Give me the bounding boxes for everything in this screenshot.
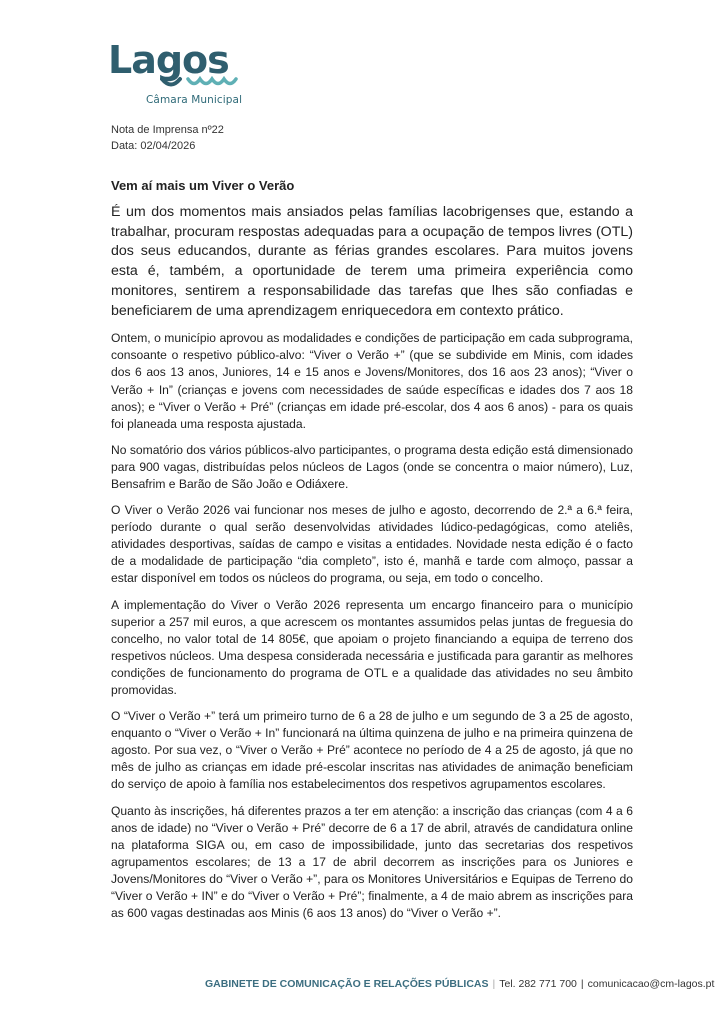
footer-separator: | — [492, 978, 496, 990]
article-paragraph: No somatório dos vários públicos-alvo participantes, o programa desta edição está dimensionado para 900 vagas, distribuídas pelos núcleos de Lagos (onde se concentra o maior número), Luz, Bensafrim e Barão de São João e Odiáxere. — [111, 442, 633, 491]
article-paragraph: O “Viver o Verão +” terá um primeiro turno de 6 a 28 de julho e um segundo de 3 a 25 de agosto, enquanto o “Viver o Verão + In” funcionará na última quinzena de julho e na primeira quinzena de agosto. Por sua vez, o “Viver o Verão + Pré” acontece no período de 4 a 25 de agosto, já que no mês de julho as crianças em idade pré-escolar inscritas nas atividades de animação beneficiam do serviço de apoio à família nos estabelecimentos dos respetivos agrupamentos escolares. — [111, 709, 633, 792]
footer-department: GABINETE DE COMUNICAÇÃO E RELAÇÕES PÚBLICAS — [205, 978, 489, 990]
article-paragraph: Quanto às inscrições, há diferentes prazos a ter em atenção: a inscrição das crianças (com 4 a 6 anos de idade) no “Viver o Verão + Pré” decorre de 6 a 17 de abril, através de candidatura online na plataforma SIGA ou, em caso de impossibilidade, junto das secretarias dos respetivos agrupamentos escolares; de 13 a 17 de abril decorrem as inscrições para os Juniores e Jovens/Monitores do “Viver o Verão +”, para os Monitores Universitários e Equipas de Terreno do “Viver o Verão + IN” e do “Viver o Verão + Pré”; finalmente, a 4 de maio abrem as inscrições para as 600 vagas destinadas aos Minis (6 aos 13 anos) do “Viver o Verão +”. — [111, 803, 633, 921]
press-meta — [111, 122, 224, 154]
article-lead: É um dos momentos mais ansiados pelas famílias lacobrigenses que, estando a trabalhar, procuram respostas adequadas para a ocupação de tempos livres (OTL) dos seus educandos, durante as férias grandes escolares. Para muitos jovens esta é, também, a oportunidade de terem uma primeira experiência como monitores, sentirem a responsabilidade das tarefas que lhes são confiadas e beneficiarem de uma aprendizagem enriquecedora em contexto prático. — [111, 204, 633, 319]
article — [111, 178, 633, 931]
waves-icon — [160, 76, 240, 90]
page-footer — [205, 978, 714, 990]
article-paragraph: A implementação do Viver o Verão 2026 representa um encargo financeiro para o município superior a 257 mil euros, a que acrescem os montantes assumidos pelas juntas de freguesia do concelho, no valor total de 14 805€, que apoiam o projeto financiando a equipa de terreno dos respetivos núcleos. Uma despesa considerada necessária e justificada para garantir as melhores condições de funcionamento do programa de OTL e a qualidade das atividades no seu âmbito promovidas. — [111, 597, 633, 697]
press-note-number: Nota de Imprensa nº22 — [111, 124, 224, 136]
footer-email[interactable]: comunicacao@cm-lagos.pt — [587, 978, 715, 990]
footer-phone: Tel. 282 771 700 — [499, 978, 577, 990]
logo-wordmark: Lagos — [108, 38, 229, 82]
logo-subtitle: Câmara Municipal — [146, 94, 243, 106]
article-paragraph: O Viver o Verão 2026 vai funcionar nos meses de julho e agosto, decorrendo de 2.ª a 6.ª feira, período durante o qual serão desenvolvidas atividades lúdico-pedagógicas, como ateliês, atividades desportivas, saídas de campo e visitas a entidades. Novidade nesta edição é o facto de a modalidade de participação “dia completo”, isto é, manhã e tarde com almoço, passar a estar disponível em todos os núcleos do programa, ou seja, em todo o concelho. — [111, 503, 633, 586]
lagos-logo — [108, 40, 248, 110]
article-paragraph: Ontem, o município aprovou as modalidades e condições de participação em cada subprograma, consoante o respetivo público-alvo: “Viver o Verão +” (que se subdivide em Minis, com idades dos 6 aos 13 anos, Juniores, 14 e 15 anos e Jovens/Monitores, dos 16 aos 23 anos); “Viver o Verão + In” (crianças e jovens com necessidades de saúde específicas e idades dos 7 aos 18 anos); e “Viver o Verão + Pré” (crianças em idade pré-escolar, dos 4 aos 6 anos) - para os quais foi planeada uma resposta ajustada. — [111, 331, 633, 431]
footer-separator: | — [580, 978, 584, 990]
press-date: Data: 02/04/2026 — [111, 140, 196, 152]
article-title: Vem aí mais um Viver o Verão — [111, 178, 295, 193]
